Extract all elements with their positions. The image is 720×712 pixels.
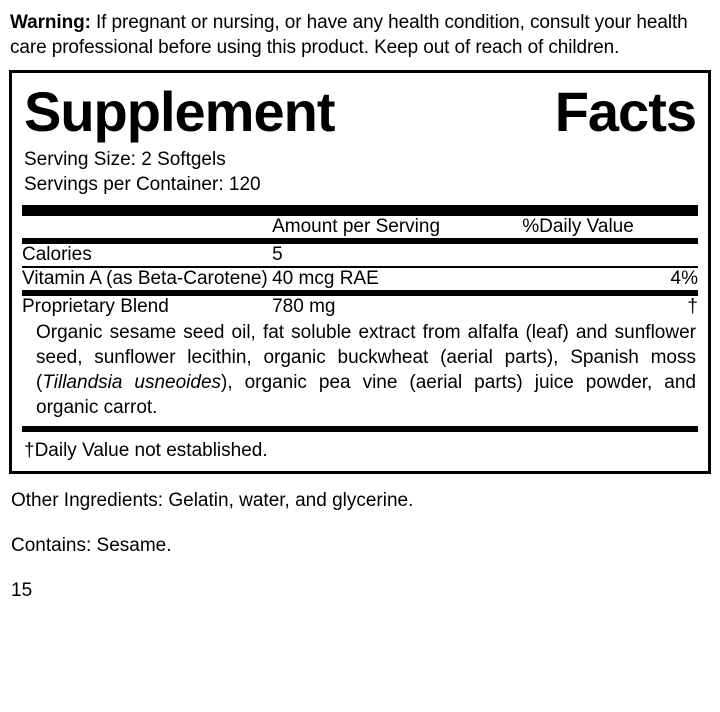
warning-paragraph [10, 10, 710, 60]
table-row [22, 296, 698, 318]
blend-description-part1: Organic sesame seed oil, fat soluble extract from alfalfa (leaf) and sunflower seed, sunflower lecithin, organic buckwheat (aerial parts), Spanish moss ( [36, 322, 696, 393]
blend-description-italic: Tillandsia usneoides [42, 372, 222, 393]
table-header-row [22, 216, 698, 238]
table-row [22, 268, 698, 290]
title-word-supplement: Supplement [24, 80, 335, 143]
row-amount: 40 mcg RAE [272, 268, 379, 289]
nutrition-rows-2 [22, 268, 698, 290]
row-name: Calories [22, 244, 92, 265]
warning-text: If pregnant or nursing, or have any health condition, consult your health care professional before using this product. Keep out of reach of children. [10, 12, 688, 58]
row-daily-value: 4% [670, 268, 698, 289]
header-blank [22, 216, 272, 238]
proprietary-blend-row [22, 296, 698, 318]
warning-label: Warning: [10, 12, 91, 33]
header-daily-value: %Daily Value [522, 216, 634, 237]
blend-amount: 780 mg [272, 296, 336, 317]
table-row [22, 244, 698, 266]
row-name: Vitamin A (as Beta-Carotene) [22, 268, 268, 289]
header-amount-per-serving: Amount per Serving [272, 216, 441, 237]
supplement-facts-panel [9, 70, 711, 474]
contains-statement: Contains: Sesame. [11, 535, 172, 556]
blend-description-part2: ), organic pea vine (aerial parts) juice powder, and organic carrot. [36, 372, 696, 418]
rule-thick-top [22, 205, 698, 216]
title-word-facts: Facts [554, 80, 696, 143]
page-number: 15 [11, 580, 33, 601]
blend-description [22, 318, 698, 426]
nutrition-table [22, 216, 698, 238]
serving-size: Serving Size: 2 Softgels [24, 149, 226, 170]
supplement-facts-title [22, 79, 698, 147]
blend-name: Proprietary Blend [22, 296, 169, 317]
servings-per-container: Servings per Container: 120 [24, 174, 261, 195]
other-ingredients: Other Ingredients: Gelatin, water, and glycerine. [11, 490, 414, 511]
blend-daily-value: † [687, 296, 698, 317]
row-amount: 5 [272, 244, 283, 265]
daily-value-footnote: †Daily Value not established. [24, 440, 268, 461]
row-daily-value [522, 244, 698, 266]
nutrition-rows [22, 244, 698, 266]
